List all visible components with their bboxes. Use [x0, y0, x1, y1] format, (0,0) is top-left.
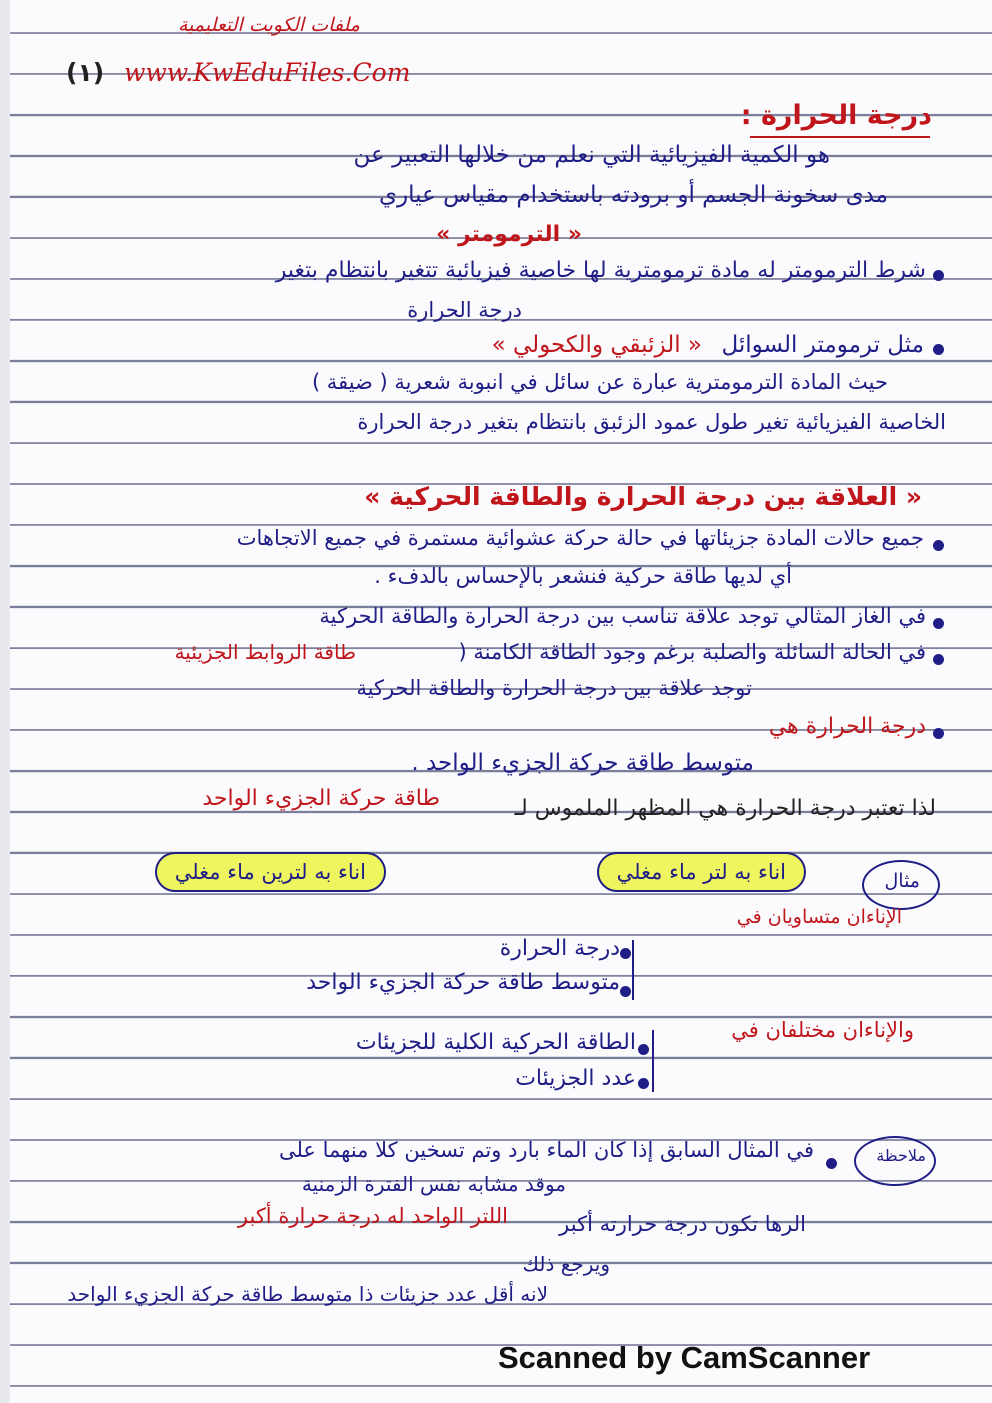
equal-item2: متوسط طاقة حركة الجزيء الواحد [306, 970, 620, 995]
example-head-blue: مثل ترمومتر السوائل [721, 332, 924, 358]
average-energy: متوسط طاقة حركة الجزيء الواحد . [411, 750, 754, 776]
note-line3-red: اللتر الواحد له درجة حرارة أكبر [237, 1204, 508, 1228]
note-line4: ويرجع ذلك [522, 1252, 610, 1276]
definition-line2: مدى سخونة الجسم أو برودته باستخدام مقياس عياري [379, 182, 888, 208]
definition-line1: هو الكمية الفيزيائية التي نعلم من خلالها التعبير عن [353, 142, 830, 168]
bullet [933, 728, 944, 739]
site-name: ملفات الكويت التعليمية [177, 14, 360, 36]
note-line1: في المثال السابق إذا كان الماء بارد وتم تسخين كلا منهما على [278, 1138, 814, 1162]
brace-line [652, 1030, 654, 1092]
scanner-watermark: Scanned by CamScanner [498, 1340, 871, 1375]
relation-b3-red: طاقة الروابط الجزيئية [174, 640, 356, 664]
diff-item2: عدد الجزيئات [515, 1066, 636, 1091]
beaker-small: اناء به لتر ماء مغلي [597, 852, 806, 892]
relation-b1-line1: جميع حالات المادة جزيئاتها في حالة حركة عشوائية مستمرة في جميع الاتجاهات [236, 526, 924, 550]
equal-item1: درجة الحرارة [499, 936, 620, 961]
bullet [933, 618, 944, 629]
bullet [638, 1078, 649, 1089]
bullet [826, 1158, 837, 1169]
temp-is: درجة الحرارة هي [768, 714, 926, 739]
bullet [933, 270, 944, 281]
relation-b3-line2: توجد علاقة بين درجة الحرارة والطاقة الحركية [356, 676, 752, 700]
bullet [933, 344, 944, 355]
example-line2: الخاصية الفيزيائية تغير طول عمود الزئبق بانتظام بتغير درجة الحرارة [357, 410, 946, 434]
note-label: ملاحظة [876, 1146, 926, 1165]
relation-b2: في الغاز المثالي توجد علاقة تناسب بين درجة الحرارة والطاقة الحركية [319, 604, 926, 628]
relation-b3-blue: في الحالة السائلة والصلبة برغم وجود الطاقة الكامنة ( [458, 640, 926, 664]
site-url: www.KwEduFiles.Com [124, 58, 411, 87]
note-line2: موقد مشابه نفس الفترة الزمنية [301, 1172, 566, 1196]
both-equal: الإناءان متساويان في [736, 906, 902, 928]
page-edge [0, 0, 10, 1403]
example-head-red: « الزئبقي والكحولي » [491, 332, 702, 358]
bullet [933, 540, 944, 551]
note-line3-blue: الرها تكون درجة حرارته أكبر [559, 1212, 806, 1236]
definition-line3: « الترمومتر » [436, 222, 582, 247]
bullet [620, 948, 631, 959]
diff-item1: الطاقة الحركية الكلية للجزيئات [355, 1030, 636, 1055]
example-line1: حيث المادة الترمومترية عبارة عن سائل في انبوبة شعرية ( ضيقة ) [311, 370, 888, 394]
beaker-large: اناء به لترين ماء مغلي [155, 852, 386, 892]
brace-line [632, 940, 634, 1000]
example-label: مثال [884, 870, 920, 892]
title-underline [750, 136, 930, 138]
so-line: لذا تعتبر درجة الحرارة هي المظهر الملموس لـ [514, 796, 936, 821]
bullet [638, 1044, 649, 1055]
bullet [933, 654, 944, 665]
relation-title: « العلاقة بين درجة الحرارة والطاقة الحركية » [364, 482, 922, 511]
page-number: (١) [66, 58, 105, 87]
condition-line1: شرط الترمومتر له مادة ترمومترية لها خاصية فيزيائية تتغير بانتظام بتغير [275, 258, 926, 283]
bullet [620, 986, 631, 997]
condition-line2: درجة الحرارة [407, 298, 522, 322]
note-line5: لانه أقل عدد جزيئات ذا متوسط طاقة حركة الجزيء الواحد [67, 1282, 548, 1306]
relation-b1-line2: أي لديها طاقة حركية فنشعر بالإحساس بالدفء . [374, 564, 792, 588]
title-temperature: درجة الحرارة : [740, 100, 932, 131]
both-differ: والإناءان مختلفان في [731, 1018, 914, 1042]
so-line-red: طاقة حركة الجزيء الواحد [202, 786, 440, 811]
